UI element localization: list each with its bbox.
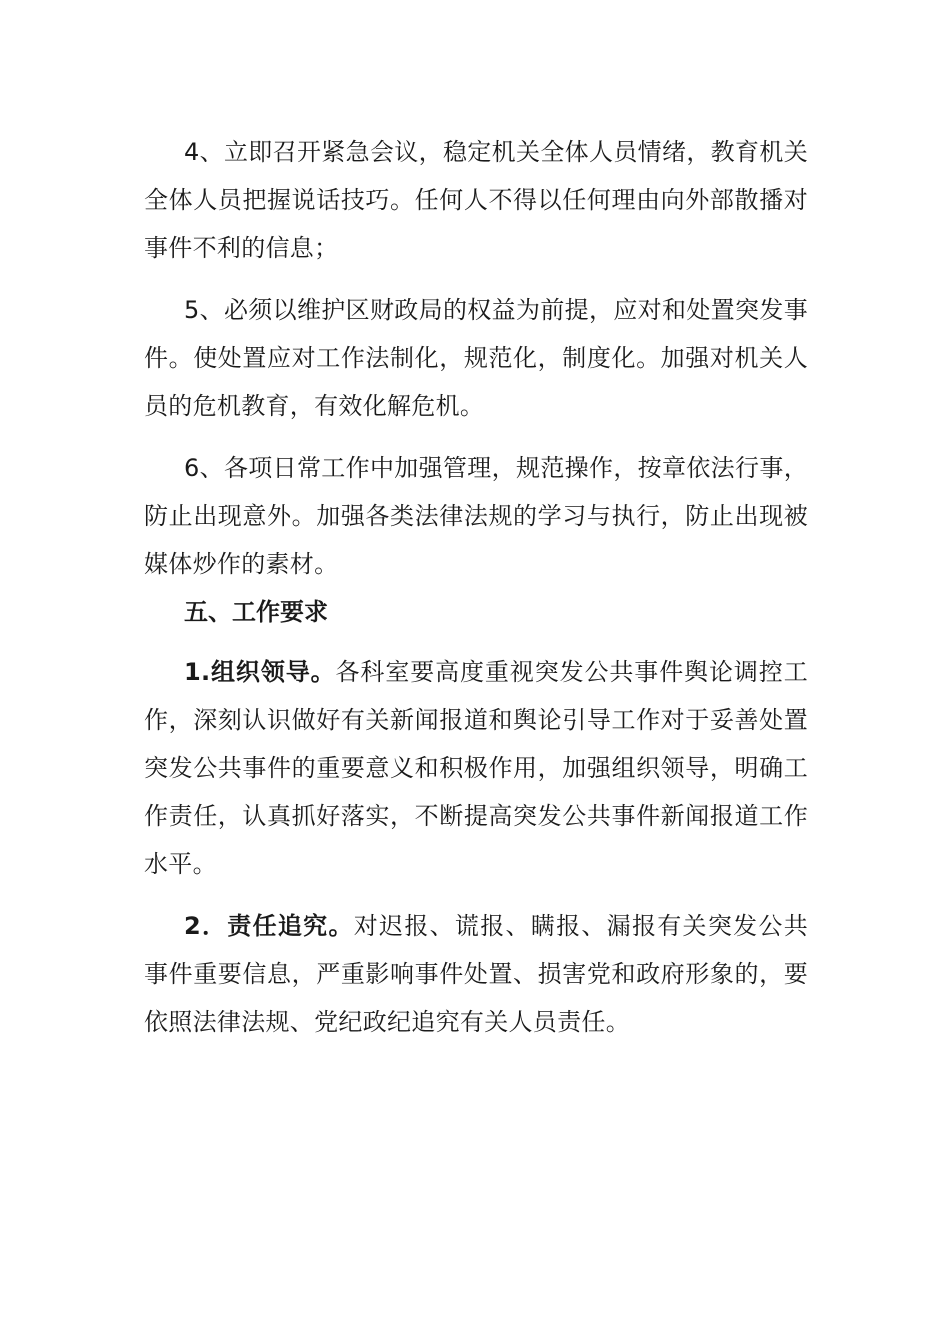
document-body: [144, 128, 808, 1046]
requirement-2-paragraph: [144, 902, 808, 1046]
section-heading: 五、工作要求: [184, 598, 328, 626]
paragraph-item-6: 6、各项日常工作中加强管理，规范操作，按章依法行事，防止出现意外。加强各类法律法规的学习与执行，防止出现被媒体炒作的素材。: [144, 454, 808, 578]
requirement-1-paragraph: [144, 648, 808, 888]
requirement-2-title: 2．责任追究。: [184, 912, 354, 940]
requirement-1-body: 各科室要高度重视突发公共事件舆论调控工作，深刻认识做好有关新闻报道和舆论引导工作对于妥善处置突发公共事件的重要意义和积极作用，加强组织领导，明确工作责任，认真抓好落实，不断提高突发公共事件新闻报道工作水平。: [144, 658, 808, 878]
paragraph-item-4: 4、立即召开紧急会议，稳定机关全体人员情绪，教育机关全体人员把握说话技巧。任何人不得以任何理由向外部散播对事件不利的信息；: [144, 138, 808, 262]
paragraph-item-5: 5、必须以维护区财政局的权益为前提，应对和处置突发事件。使处置应对工作法制化，规范化，制度化。加强对机关人员的危机教育，有效化解危机。: [144, 296, 808, 420]
requirement-2-body: 对迟报、谎报、瞒报、漏报有关突发公共事件重要信息，严重影响事件处置、损害党和政府形象的，要依照法律法规、党纪政纪追究有关人员责任。: [144, 912, 808, 1036]
requirement-1-title: 1.组织领导。: [184, 658, 336, 686]
